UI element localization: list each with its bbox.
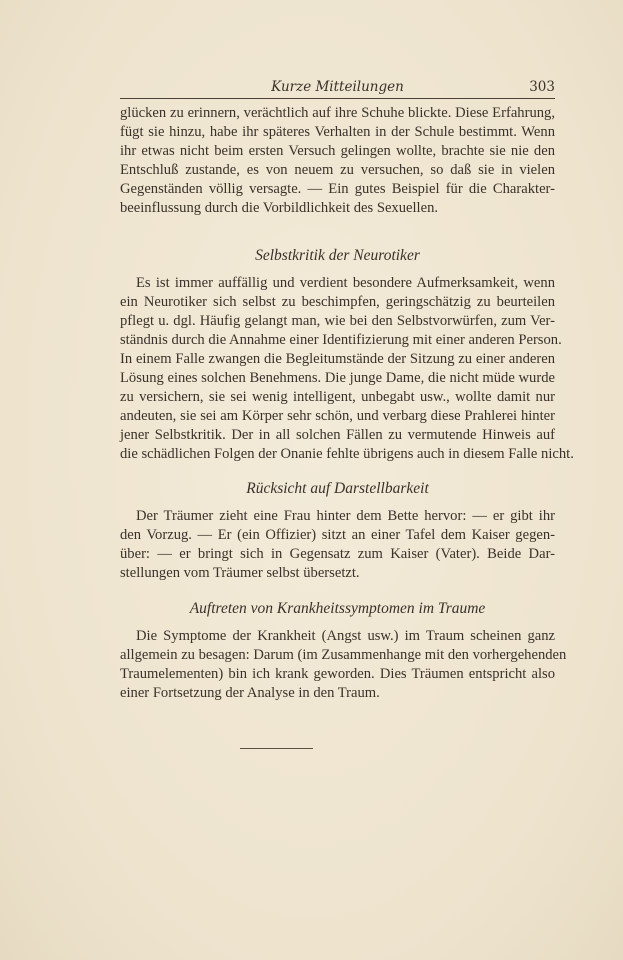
paragraph-krankheitssymptome xyxy=(120,627,567,703)
text-line: beeinflussung durch die Vorbildlichkeit des Sexuellen. xyxy=(120,200,439,216)
text-line: jener Selbstkritik. Der in all solchen Fällen zu vermutende Hinweis auf xyxy=(120,427,555,443)
running-title: Kurze Mitteilungen xyxy=(271,79,404,95)
section-heading-ruecksicht: Rücksicht auf Darstellbarkeit xyxy=(246,480,429,497)
text-line: zu versichern, sie sei wenig intelligent, unbegabt usw., wollte damit nur xyxy=(120,389,555,405)
text-line: Der Träumer zieht eine Frau hinter dem Bette hervor: — er gibt ihr xyxy=(136,508,555,524)
page-number: 303 xyxy=(529,79,555,95)
text-line: ein Neurotiker sich selbst zu beschimpfen, geringschätzig zu beurteilen xyxy=(120,294,555,310)
text-line: Die Symptome der Krankheit (Angst usw.) im Traum scheinen ganz xyxy=(136,628,555,644)
text-line: ständnis durch die Annahme einer Identifizierung mit einer anderen Person. xyxy=(120,332,562,348)
text-line: glücken zu erinnern, verächtlich auf ihre Schuhe blickte. Diese Erfahrung, xyxy=(120,105,555,121)
end-rule-divider xyxy=(240,748,313,749)
text-line: die schädlichen Folgen der Onanie fehlte übrigens auch in diesem Falle nicht. xyxy=(120,446,574,462)
text-line: einer Fortsetzung der Analyse in den Traum. xyxy=(120,685,380,701)
text-line: Traumelementen) bin ich krank geworden. Dies Träumen entspricht also xyxy=(120,666,555,682)
section-heading-selbstkritik: Selbstkritik der Neurotiker xyxy=(255,247,420,264)
text-line: andeuten, sie sei am Körper sehr schön, und verbarg diese Prahlerei hinter xyxy=(120,408,555,424)
text-line: allgemein zu besagen: Darum (im Zusammenhange mit den vorhergehenden xyxy=(120,647,567,663)
text-line: ihr etwas nicht beim ersten Versuch gelingen wollte, brachte sie nie den xyxy=(120,143,555,159)
text-line: stellungen vom Träumer selbst übersetzt. xyxy=(120,565,360,581)
paragraph-continued xyxy=(120,104,555,218)
text-line: fügt sie hinzu, habe ihr späteres Verhalten in der Schule bestimmt. Wenn xyxy=(120,124,555,140)
running-header xyxy=(120,78,555,99)
text-line: über: — er bringt sich in Gegensatz zum Kaiser (Vater). Beide Dar- xyxy=(120,546,555,562)
text-line: pflegt u. dgl. Häufig gelangt man, wie bei den Selbstvorwürfen, zum Ver- xyxy=(120,313,555,329)
section-heading-krankheitssymptome: Auftreten von Krankheitssymptomen im Traume xyxy=(189,600,486,617)
text-line: Gegenständen völlig versagte. — Ein gutes Beispiel für die Charakter- xyxy=(120,181,555,197)
text-line: Entschluß zustande, es von neuem zu versuchen, so daß sie in vielen xyxy=(120,162,555,178)
text-line: den Vorzug. — Er (ein Offizier) sitzt an einer Tafel dem Kaiser gegen- xyxy=(120,527,555,543)
paragraph-ruecksicht xyxy=(120,507,555,583)
text-line: Lösung eines solchen Benehmens. Die junge Dame, die nicht müde wurde xyxy=(120,370,555,386)
paragraph-selbstkritik xyxy=(120,274,574,464)
text-line: In einem Falle zwangen die Begleitumstände der Sitzung zu einer anderen xyxy=(120,351,555,367)
text-line: Es ist immer auffällig und verdient besondere Aufmerksamkeit, wenn xyxy=(136,275,555,291)
